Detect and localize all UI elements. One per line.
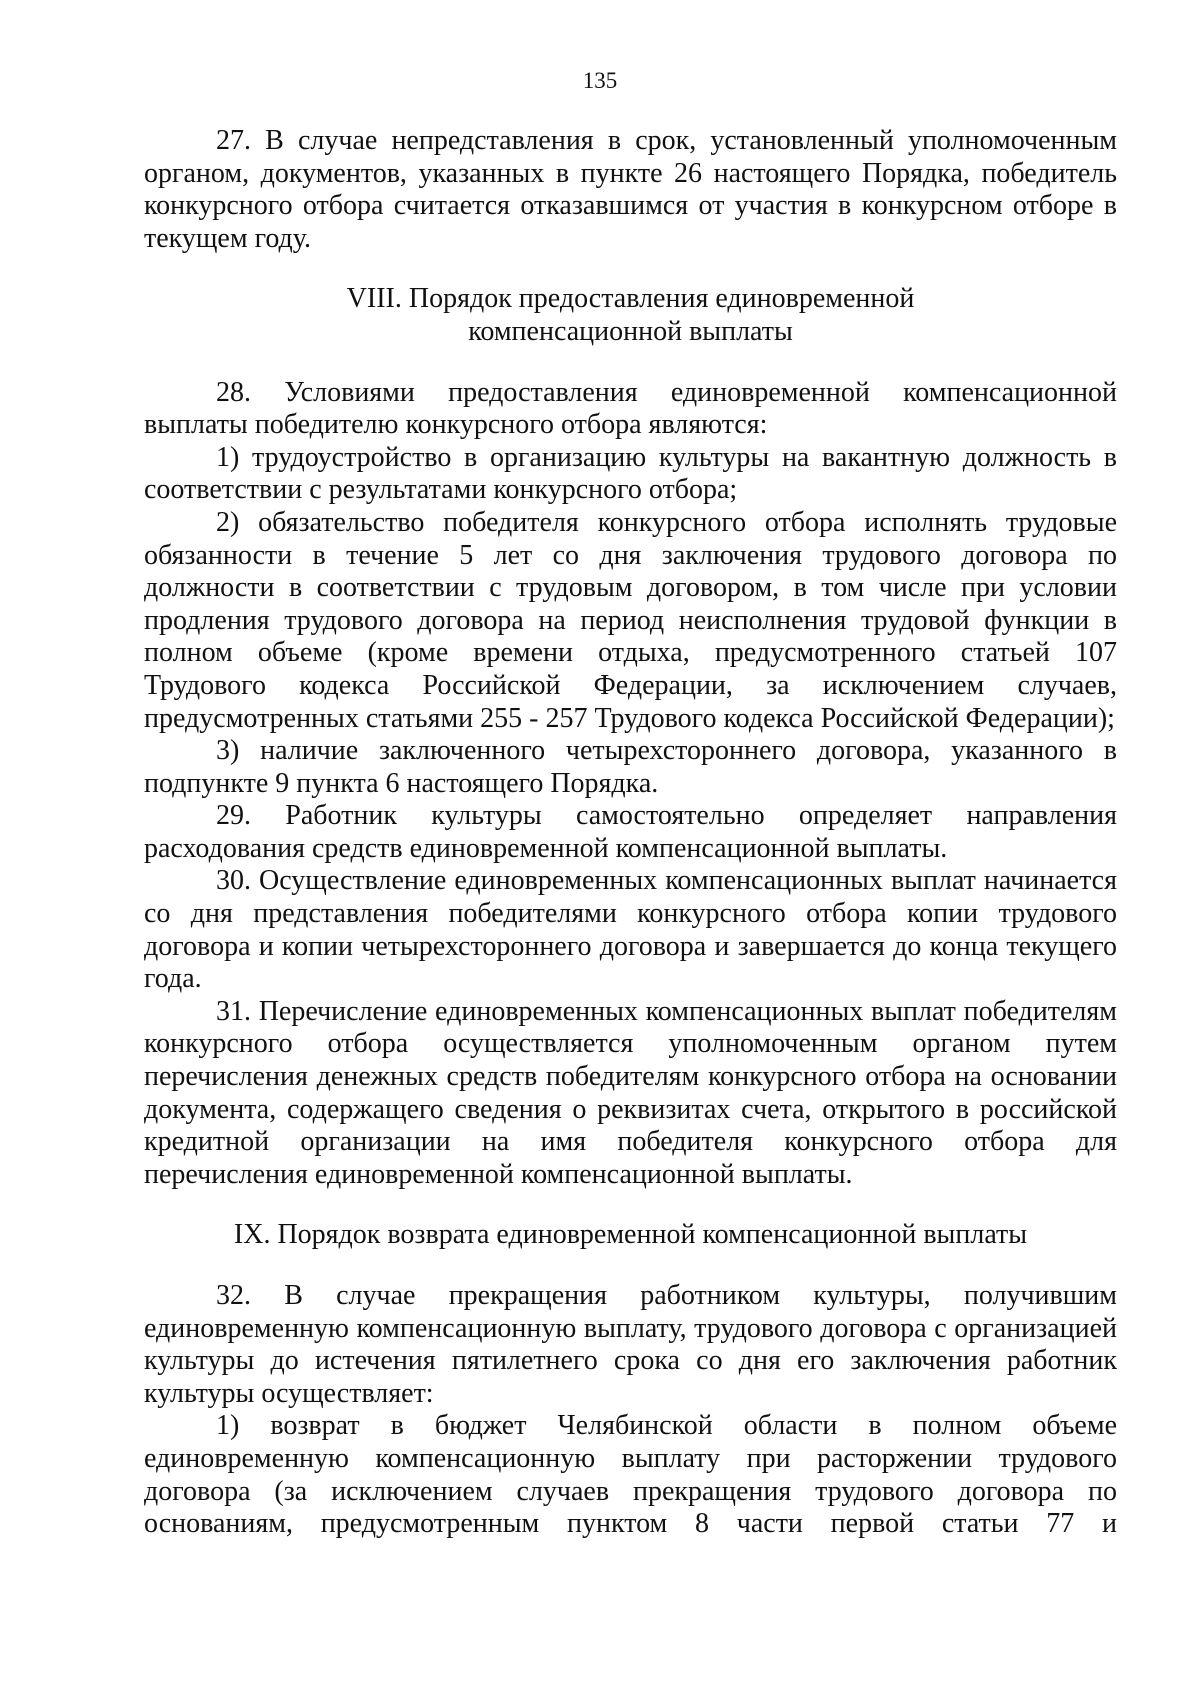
document-body [144,125,1117,1541]
paragraph-32: 32. В случае прекращения работником культуры, получившим единовременную компенсационную выплату, трудового договора с организацией культуры до истечения пятилетнего срока со дня его заключения работник культуры осуществляет: [144,1280,1117,1409]
section-8-body [144,377,1117,1192]
paragraph-30: 30. Осуществление единовременных компенсационных выплат начинается со дня представления победителями конкурсного отбора копии трудового договора и копии четырехстороннего договора и завершается до конца текущего года. [144,865,1117,995]
paragraph-31: 31. Перечисление единовременных компенсационных выплат победителям конкурсного отбора осуществляется уполномоченным органом путем перечисления денежных средств победителям конкурсного отбора на основании документа, содержащего сведения о реквизитах счета, открытого в российской кредитной организации на имя победителя конкурсного отбора для перечисления единовременной компенсационной выплаты. [144,995,1117,1190]
paragraph-32-item-1: 1) возврат в бюджет Челябинской области в полном объеме единовременную компенсационную выплату при расторжении трудового договора (за исключением случаев прекращения трудового договора по основаниям, предусмотренным пунктом 8 части первой статьи 77 и [144,1410,1117,1540]
section-8-title-line-2: компенсационной выплаты [468,315,793,347]
section-9-title: IX. Порядок возврата единовременной компенсационной выплаты [233,1219,1028,1251]
paragraph-28: 28. Условиями предоставления единовременной компенсационной выплаты победителю конкурсного отбора являются: [144,376,1117,441]
paragraph-28-item-1: 1) трудоустройство в организацию культуры на вакантную должность в соответствии с результатами конкурсного отбора; [144,441,1117,506]
paragraph-29: 29. Работник культуры самостоятельно определяет направления расходования средств единовременной компенсационной выплаты. [144,800,1117,864]
section-8-title-line-1: VIII. Порядок предоставления единовременной [346,283,915,315]
section-9-heading [144,1219,1117,1252]
paragraph-28-item-2: 2) обязательство победителя конкурсного отбора исполнять трудовые обязанности в течение 5 лет со дня заключения трудового договора по должности в соответствии с трудовым договором, в том числе при условии продления трудового договора на период неисполнения трудовой функции в полном объеме (кроме времени отдыха, предусмотренного статьей 107 Трудового кодекса Российской Федерации, за исключением случаев, предусмотренных статьями 255 - 257 Трудового кодекса Российской Федерации); [144,506,1117,734]
paragraph-27: 27. В случае непредставления в срок, установленный уполномоченным органом, документов, указанных в пункте 26 настоящего Порядка, победитель конкурсного отбора считается отказавшимся от участия в конкурсном отборе в текущем году. [144,125,1117,254]
section-9-body [144,1280,1117,1541]
section-8-heading [144,283,1117,348]
paragraph-28-item-3: 3) наличие заключенного четырехстороннего договора, указанного в подпункте 9 пункта 6 настоящего Порядка. [144,735,1117,799]
page-number: 135 [582,68,618,93]
